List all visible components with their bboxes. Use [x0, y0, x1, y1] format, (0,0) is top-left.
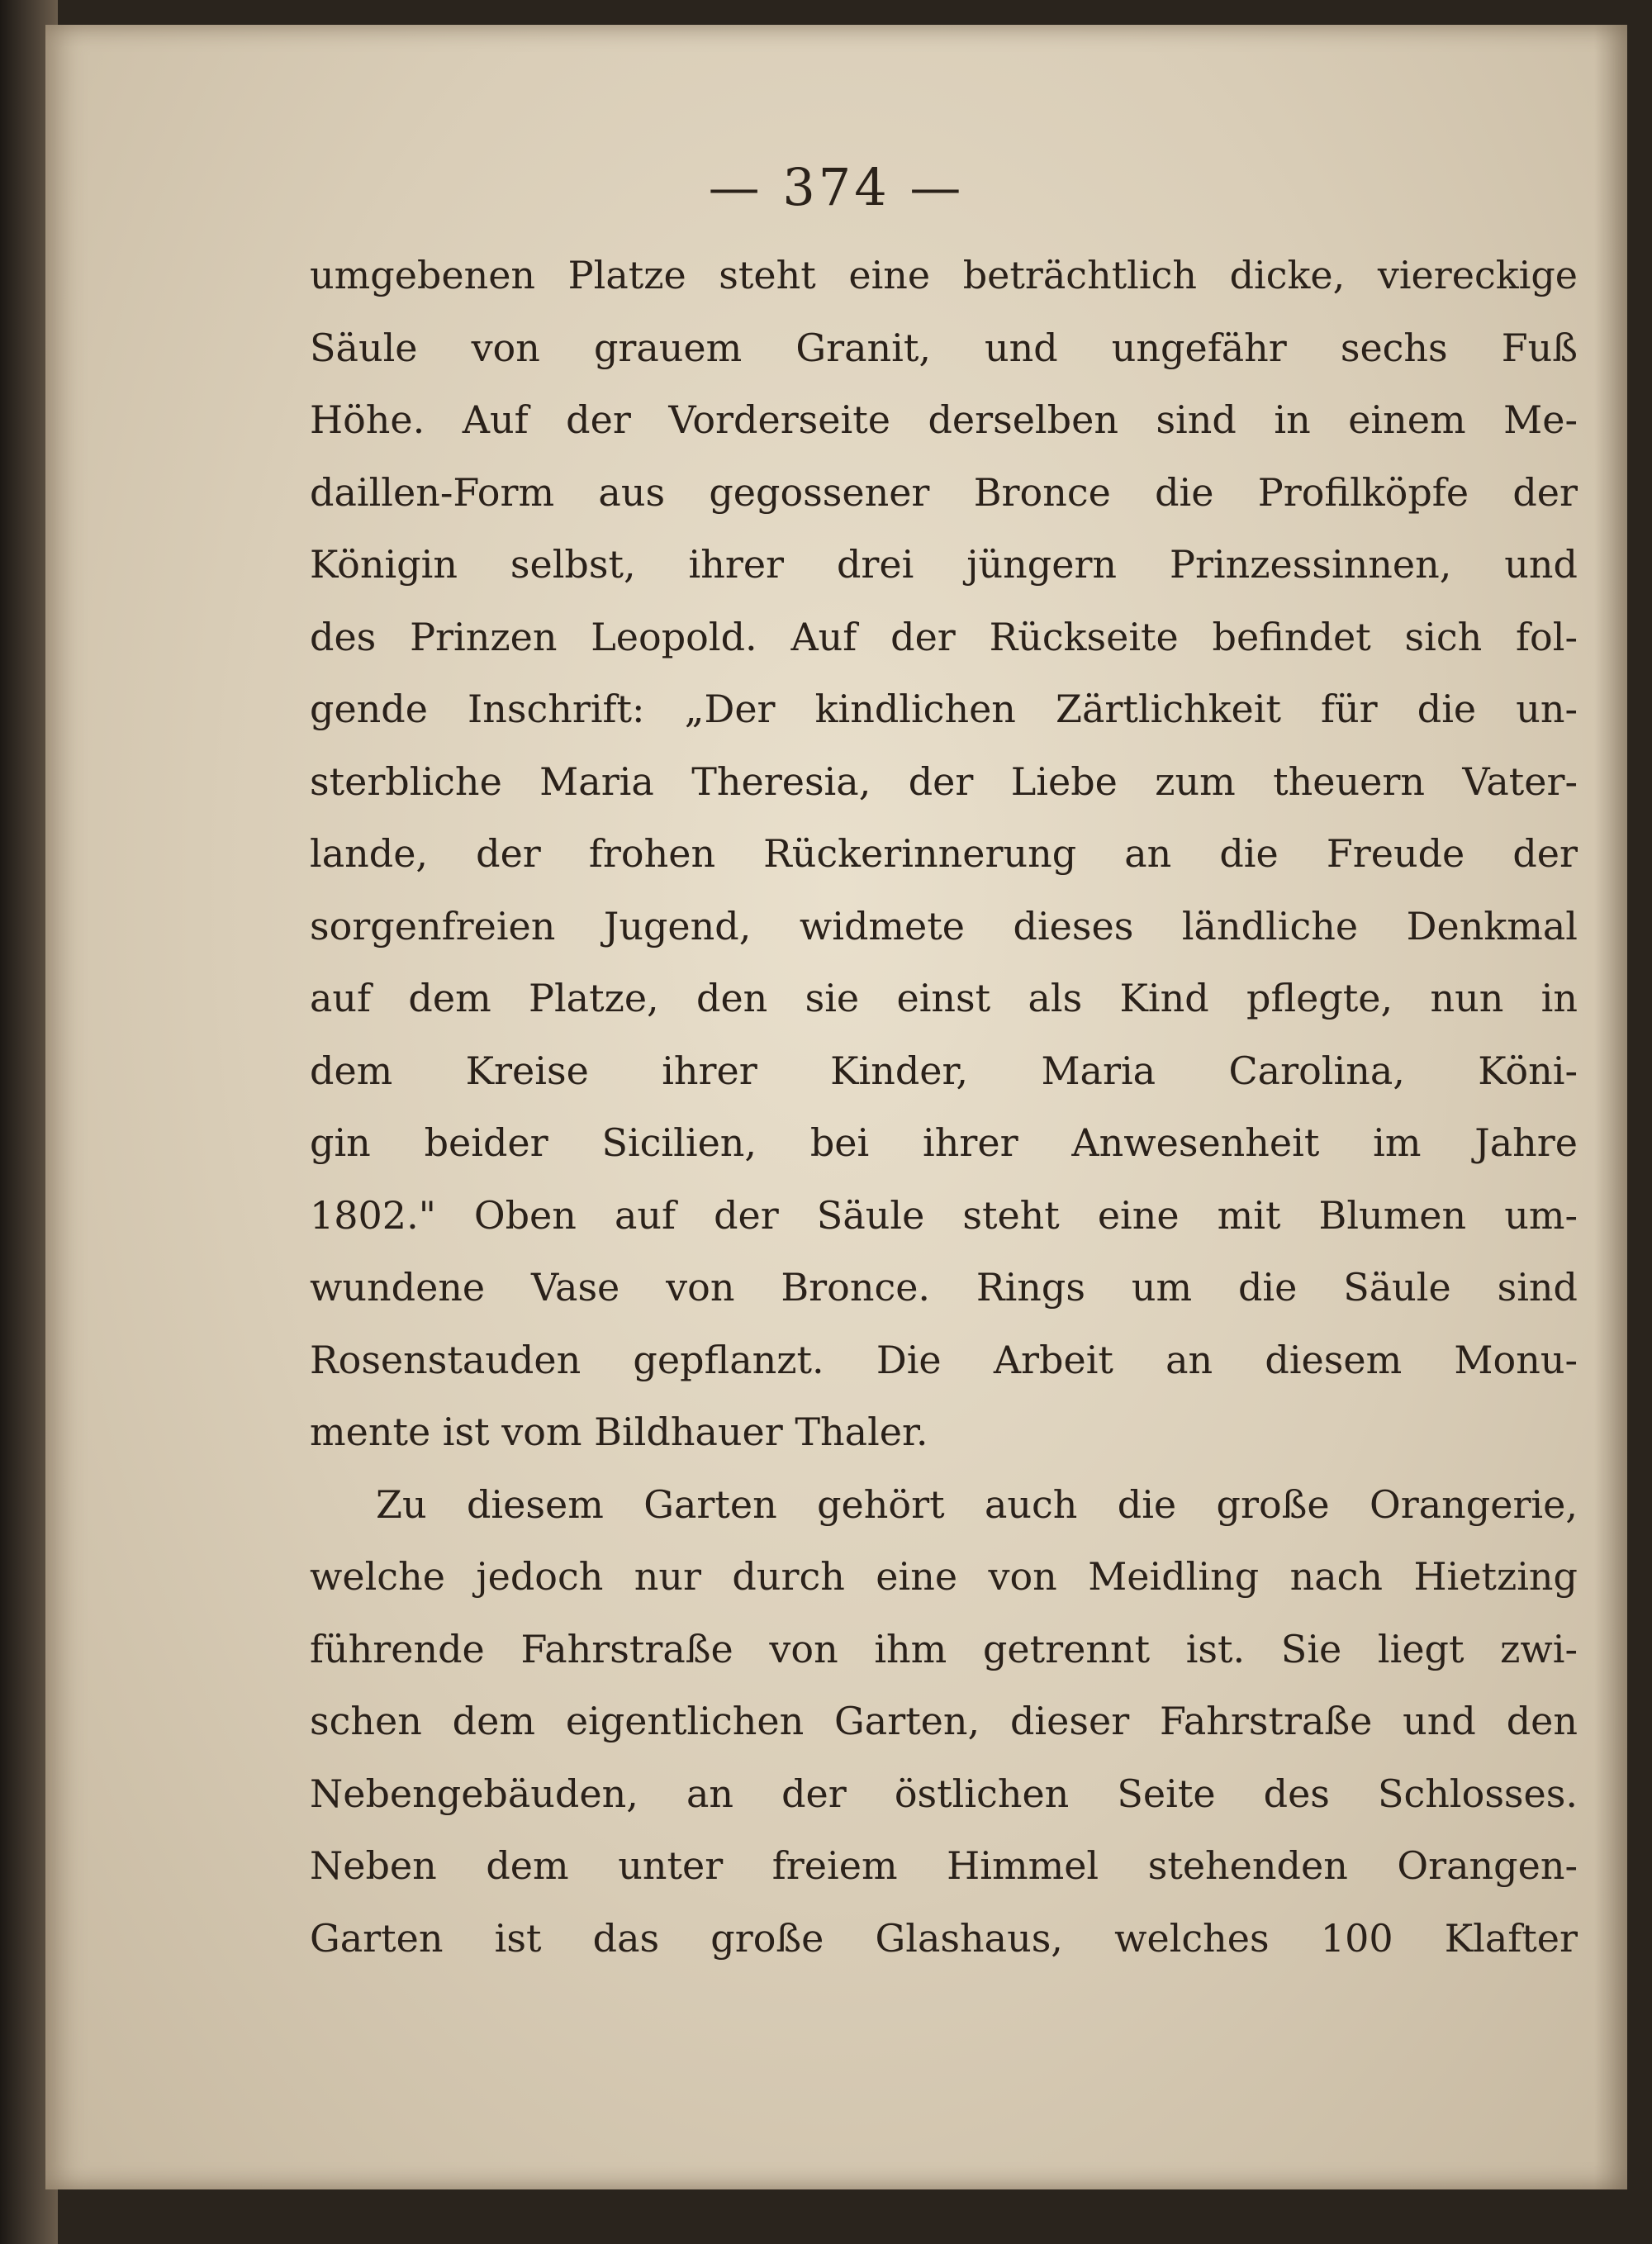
text-line: umgebenen Platze steht eine beträchtlich dicke, viereckige [310, 253, 1578, 297]
text-line: Höhe. Auf der Vorderseite derselben sind in einem Me- [310, 397, 1578, 442]
text-line: schen dem eigentlichen Garten, dieser Fahrstraße und den [310, 1699, 1578, 1743]
text-line: des Prinzen Leopold. Auf der Rückseite befindet sich fol- [310, 614, 1578, 659]
text-line-paragraph-start: Zu diesem Garten gehört auch die große Orangerie, [376, 1481, 1578, 1527]
text-line: gin beider Sicilien, bei ihrer Anwesenheit im Jahre [310, 1120, 1578, 1165]
page-number: — 374 — [708, 157, 965, 217]
text-line: welche jedoch nur durch eine von Meidling nach Hietzing [310, 1554, 1578, 1599]
text-line: Neben dem unter freiem Himmel stehenden Orangen- [310, 1843, 1578, 1888]
text-line: wundene Vase von Bronce. Rings um die Säule sind [310, 1265, 1578, 1310]
text-line: dem Kreise ihrer Kinder, Maria Carolina, Köni- [310, 1048, 1578, 1093]
text-line: mente ist vom Bildhauer Thaler. [310, 1410, 928, 1454]
page-edge-shadow [1594, 25, 1627, 2189]
text-line: sterbliche Maria Theresia, der Liebe zum theuern Vater- [310, 758, 1578, 804]
text-line: Königin selbst, ihrer drei jüngern Prinzessinnen, und [310, 542, 1578, 587]
book-page [45, 25, 1627, 2189]
text-line: 1802." Oben auf der Säule steht eine mit Blumen um- [310, 1192, 1578, 1238]
text-line: gende Inschrift: „Der kindlichen Zärtlichkeit für die un- [310, 687, 1578, 731]
text-line: auf dem Platze, den sie einst als Kind pflegte, nun in [310, 976, 1578, 1020]
text-line: daillen-Form aus gegossener Bronce die Profilköpfe der [310, 469, 1578, 515]
text-line: Säule von grauem Granit, und ungefähr sechs Fuß [310, 325, 1578, 370]
text-line: sorgenfreien Jugend, widmete dieses ländliche Denkmal [310, 903, 1578, 948]
text-line: lande, der frohen Rückerinnerung an die Freude der [310, 831, 1578, 876]
text-line: Rosenstauden gepflanzt. Die Arbeit an diesem Monu- [310, 1337, 1578, 1382]
text-line: führende Fahrstraße von ihm getrennt ist. Sie liegt zwi- [310, 1626, 1578, 1671]
text-line: Nebengebäuden, an der östlichen Seite des Schlosses. [310, 1771, 1578, 1816]
body-text [310, 240, 1578, 1975]
text-line: Garten ist das große Glashaus, welches 100 Klafter [310, 1915, 1578, 1961]
